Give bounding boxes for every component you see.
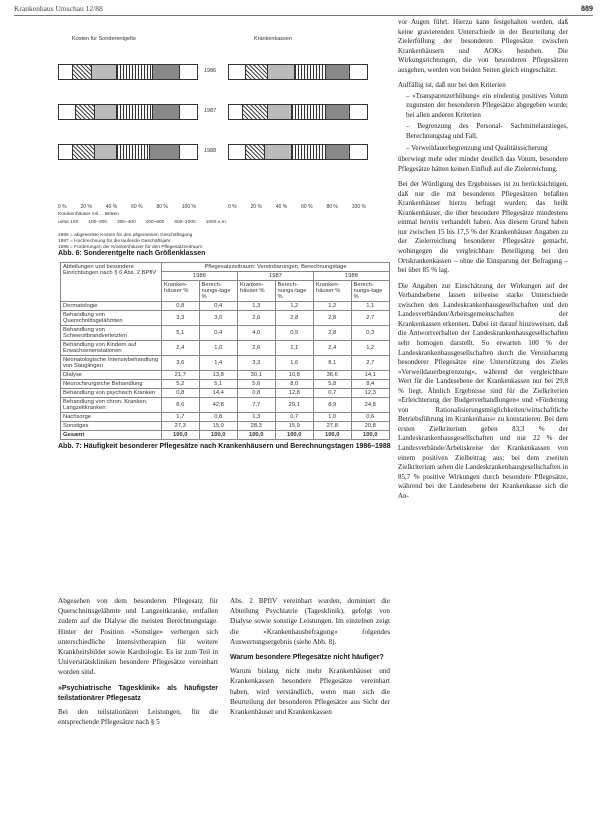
table-cell: 3,0 bbox=[199, 311, 237, 326]
table-cell: 13,8 bbox=[199, 371, 237, 380]
running-header: Krankenhaus Umschau 12/88 bbox=[14, 4, 103, 13]
table-body bbox=[61, 302, 390, 440]
table-cell: 100,0 bbox=[237, 431, 275, 440]
table-row bbox=[61, 341, 390, 356]
figure-note-1: 1986 = abgesenkte Kosten für den allgemeinen Geschäftsgang bbox=[58, 233, 193, 238]
table-row bbox=[61, 389, 390, 398]
table-cell: 100,0 bbox=[351, 431, 390, 440]
table-row bbox=[61, 356, 390, 371]
table-cell: 2,4 bbox=[313, 341, 351, 356]
table-cell: 12,3 bbox=[351, 389, 390, 398]
table-head-left: Abteilungen und besondere Einrichtungen nach § 6 Abs. 2 BPflV bbox=[61, 263, 162, 302]
legend-item: 100–300 bbox=[88, 220, 107, 225]
paragraph: überwiegt mehr oder minder deutlich das Votum, besondere Pflegesätze hätten keinen Einfluß auf die Zielerreichung. bbox=[398, 155, 568, 173]
legend-item: unter 100 bbox=[58, 220, 79, 225]
bar-right-1986 bbox=[228, 64, 368, 80]
paragraph: Warum bislang nicht mehr Krankenhäuser und Krankenkassen besondere Pflegesätze vereinbart haben, wird verständlich, wenn man sich die Beurteilung der besonderen Pflegesätze aus Sicht der Krankenhäuser und Krankenkassen bbox=[230, 667, 390, 717]
right-axis-ticks bbox=[228, 204, 366, 210]
table-cell: 8,4 bbox=[351, 380, 390, 389]
table-cell: 10,8 bbox=[275, 371, 313, 380]
table-row bbox=[61, 380, 390, 389]
table-cell: 24,8 bbox=[351, 398, 390, 413]
bar-right-1987 bbox=[228, 104, 368, 120]
table-cell: 1,0 bbox=[313, 413, 351, 422]
bar-right-1988 bbox=[228, 144, 368, 160]
table-cell: 29,1 bbox=[275, 398, 313, 413]
legend-item: 1000 u.m. bbox=[205, 220, 228, 225]
table-cell: 1,3 bbox=[237, 302, 275, 311]
figure-left-title: Kosten für Sonderentgelte bbox=[72, 36, 136, 42]
table-cell: 1,0 bbox=[199, 341, 237, 356]
table-cell: 1,6 bbox=[275, 356, 313, 371]
table-cell: 0,3 bbox=[351, 326, 390, 341]
table-sub-head: Berech-nungs-tage % bbox=[351, 281, 390, 302]
paragraph: Abgesehen von dem besonderen Pflegesatz für Querschnittsgelähmte und Langzeitkranke, entfallen zudem auf die Dialyse die meisten Berechnungstage. Hinter der Position »Sonstige« verbergen sich unterschiedliche Intensivtherapien für weitere Krankheitsbilder sowie Kardiologie. Es ist zum Teil in Universitätskliniken besondere Pflegesätze vereinbart worden sind. bbox=[58, 597, 218, 677]
row-label: Gesamt bbox=[61, 431, 162, 440]
table-sub-head: Berech-nungs-tage % bbox=[199, 281, 237, 302]
criteria-list bbox=[398, 92, 568, 153]
table-year: 1986 bbox=[162, 272, 238, 281]
paragraph: Die Angaben zur Einschätzung der Wirkungen auf der Verbandsebene lassen teilweise starke Unterschiede zwischen den Landeskrankenhausgesellschaften und den Landesverbänden/Arbeitsgemeinschaften der Krankenkassen erkennen. Dabei ist darauf hinzuweisen, daß die Antwortverhalten der Landeskrankenhausgesellschaften sehr homogen darstellt. So erwarten 100 % der Landeskrankenhausgesellschaften durch die Vereinbarung besonderer Pflegesätze eine Unterstützung des Zieles »Verweildauerbegrenzung«, während der vergleichbare Wert für die Landesebene der Krankenkassen nur bei 29,8 % liegt. Ähnlich Ergebnisse sind für die Zielkriterien »Erleichterung der Budgetverhandlungen« und »Förderung von Rationalisierungsmöglichkeiten/wirtschaftliche Betriebsführung im Krankenhaus« zu konstatieren. Bei dem ersten Zielkriterium geben 83,3 % der Landeskrankenhausgesellschaften und nur 22 % der Landesverbände/Arbeitskreise der Krankenkassen von einem positiven Zielbeitrag aus; bei dem zweiten Zielkriterium sehen die Landeskrankenhausgesellschaften in 85,7 % positive Wirkungen durch besondere Pflegesätze, während bei der Landesebene der Krankenkasse sich die An- bbox=[398, 281, 568, 500]
table-cell: 0,4 bbox=[199, 326, 237, 341]
table-cell: 15,9 bbox=[275, 422, 313, 431]
year-label-1987: 1987 bbox=[204, 108, 217, 114]
header-rule bbox=[14, 15, 593, 16]
table-cell: 0,6 bbox=[351, 413, 390, 422]
list-item-text: Begrenzung des Personal- Sachmittelanstieges, Berechnungstag und Fall, bbox=[406, 122, 568, 141]
table-row bbox=[61, 422, 390, 431]
table-cell: 1,1 bbox=[275, 341, 313, 356]
table-cell: 0,8 bbox=[162, 389, 200, 398]
table-cell: 2,8 bbox=[313, 311, 351, 326]
year-label-1988: 1988 bbox=[204, 148, 217, 154]
text-column-middle bbox=[230, 596, 390, 723]
table-cell: 30,1 bbox=[237, 371, 275, 380]
table-cell: 8,6 bbox=[162, 398, 200, 413]
legend-item: 600–1000 bbox=[174, 220, 196, 225]
subheading: Warum besondere Pflegesätze nicht häufiger? bbox=[230, 654, 384, 662]
table-cell: 2,6 bbox=[237, 341, 275, 356]
row-label: Dialyse bbox=[61, 371, 162, 380]
row-label: Nachsorge bbox=[61, 413, 162, 422]
table-cell: 3,3 bbox=[237, 356, 275, 371]
figure-note-2: 1987 = Hochrechnung für die laufende Geschäftsjahr bbox=[58, 239, 171, 244]
table-cell: 0,7 bbox=[313, 389, 351, 398]
table-cell: 5,8 bbox=[313, 380, 351, 389]
table-cell: 1,2 bbox=[275, 302, 313, 311]
row-label: Neonatologische Intensivbehandlung von Säuglingen bbox=[61, 356, 162, 371]
table-sub-head: Berech-nungs-tage % bbox=[275, 281, 313, 302]
table-year: 1987 bbox=[237, 272, 313, 281]
table-year: 1988 bbox=[313, 272, 389, 281]
paragraph: Auffällig ist, daß nur bei den Kriterien bbox=[398, 81, 506, 90]
figure-right-title: Krankenkassen bbox=[254, 36, 292, 42]
tick: 100 % bbox=[351, 204, 366, 210]
tick: 20 % bbox=[80, 204, 92, 210]
table-head-group: Pflegesatzzeitraum: Vereinbarungen, Berechnungstage bbox=[162, 263, 390, 272]
figure-6-caption: Abb. 6: Sonderentgelte nach Größenklassen bbox=[58, 250, 206, 257]
bar-left-1987 bbox=[58, 104, 198, 120]
table-cell: 100,0 bbox=[275, 431, 313, 440]
table-cell: 0,5 bbox=[275, 326, 313, 341]
table-cell: 5,1 bbox=[199, 380, 237, 389]
table-cell: 27,8 bbox=[313, 422, 351, 431]
table-cell: 1,1 bbox=[351, 302, 390, 311]
table-cell: 1,3 bbox=[237, 413, 275, 422]
tick: 80 % bbox=[156, 204, 168, 210]
page-number: 889 bbox=[581, 4, 593, 13]
table-cell: 5,6 bbox=[237, 380, 275, 389]
table-cell: 0,7 bbox=[275, 413, 313, 422]
axis-label: Krankenhäuser mit ... Betten bbox=[58, 212, 119, 217]
left-axis-ticks bbox=[58, 204, 196, 210]
table-cell: 20,8 bbox=[351, 422, 390, 431]
table-sub-head: Kranken-häuser % bbox=[162, 281, 200, 302]
table-cell: 4,0 bbox=[237, 326, 275, 341]
tick: 100 % bbox=[181, 204, 196, 210]
table-row bbox=[61, 371, 390, 380]
size-class-legend bbox=[58, 220, 227, 225]
tick: 0 % bbox=[228, 204, 237, 210]
paragraph: Bei der Würdigung des Ergebnisses ist zu berücksichtigen, daß nur die mit besonderen Pflegesätzen befaßten Krankenhäuser hierzu befragt wurden; das heißt Krankenhäuser, die über besondere Pflegesätze mindestens einmal bereits verhandelt haben. Aus diesem Grund haben nur zwischen 15 bis 17,5 % der Krankenhäuser Angaben zu der Zielerreichung besonderer Pflegesätze gemacht, wohingegen die vergleichbare Beteiligung bei den Ortskrankenkassen – ohne die Einsparung der Befragung – bei über 85 % lag. bbox=[398, 180, 568, 275]
table-cell: 1,2 bbox=[313, 302, 351, 311]
table-cell: 0,8 bbox=[162, 302, 200, 311]
table-7-caption: Abb. 7: Häufigkeit besonderer Pflegesätze nach Krankenhäusern und Berechnungstagen 1986–1988 bbox=[58, 443, 391, 450]
table-cell: 100,0 bbox=[162, 431, 200, 440]
table-cell: 5,2 bbox=[162, 380, 200, 389]
table-row bbox=[61, 326, 390, 341]
table-cell: 2,6 bbox=[237, 311, 275, 326]
list-item-text: »Transparenzerhöhung« ein eindeutig positives Votum zugunsten der besonderen Pflegesätze abgegeben wurde; bei allen anderen Kriterien bbox=[406, 91, 568, 119]
table-cell: 12,8 bbox=[275, 389, 313, 398]
row-label: Behandlung von Kindern auf Erwachsenenstationen bbox=[61, 341, 162, 356]
legend-item: 400–600 bbox=[145, 220, 165, 225]
table-cell: 2,7 bbox=[351, 311, 390, 326]
table-sub-head: Kranken-häuser % bbox=[313, 281, 351, 302]
tick: 80 % bbox=[326, 204, 338, 210]
row-label: Behandlung von psychisch Kranken bbox=[61, 389, 162, 398]
tick: 60 % bbox=[131, 204, 143, 210]
row-label: Behandlung von chron. Kranken, Langzeitkranken bbox=[61, 398, 162, 413]
table-cell: 3,3 bbox=[162, 311, 200, 326]
table-cell: 14,1 bbox=[351, 371, 390, 380]
legend-item: 300–400 bbox=[116, 220, 136, 225]
table-cell: 42,8 bbox=[199, 398, 237, 413]
text-column-left bbox=[58, 596, 218, 733]
row-label: Neurochirurgische Behandlung bbox=[61, 380, 162, 389]
table-cell: 3,6 bbox=[162, 356, 200, 371]
figure-6 bbox=[58, 36, 390, 232]
year-label-1986: 1986 bbox=[204, 68, 217, 74]
table-sub-head: Kranken-häuser % bbox=[237, 281, 275, 302]
table-cell: 8,1 bbox=[313, 356, 351, 371]
tick: 60 % bbox=[301, 204, 313, 210]
table-cell: 5,1 bbox=[162, 326, 200, 341]
table-cell: 1,7 bbox=[162, 413, 200, 422]
bar-left-1988 bbox=[58, 144, 198, 160]
table-cell: 0,4 bbox=[199, 302, 237, 311]
table-cell: 100,0 bbox=[313, 431, 351, 440]
table-row bbox=[61, 431, 390, 440]
bar-left-1986 bbox=[58, 64, 198, 80]
figure-note-3: 1988 = Forderungen der Krankenhäuser für den Pflegesatzzeitraum bbox=[58, 245, 203, 250]
table-cell: 2,7 bbox=[351, 356, 390, 371]
table-cell: 1,2 bbox=[351, 341, 390, 356]
tick: 0 % bbox=[58, 204, 67, 210]
paragraph: Abs. 2 BPflV vereinbart wurden, dominiert die Abteilung Psychiatrie (Tagesklinik), gefolgt von Dialyse sowie sonstige Leistungen. Im einzelnen zeigt die »Krankenhausbefragung« folgendes Auswertungsergebnis (siehe Abb. 8). bbox=[230, 597, 390, 646]
table-cell: 2,8 bbox=[313, 326, 351, 341]
table-cell: 7,7 bbox=[237, 398, 275, 413]
table-cell: 21,7 bbox=[162, 371, 200, 380]
table-cell: 14,4 bbox=[199, 389, 237, 398]
row-label: Behandlung von Schwerstbrandverletzten bbox=[61, 326, 162, 341]
table-cell: 0,8 bbox=[237, 389, 275, 398]
table-cell: 2,4 bbox=[162, 341, 200, 356]
row-label: Behandlung von Querschnittsgelähmten bbox=[61, 311, 162, 326]
paragraph: Bei den teilstationären Leistungen, für die entsprechende Pflegesätze nach § 5 bbox=[58, 708, 218, 727]
list-item: – Begrenzung des Personal- Sachmittelanstieges, Berechnungstag und Fall, bbox=[406, 122, 568, 141]
table-cell: 8,9 bbox=[313, 398, 351, 413]
paragraph: vor Augen führt. Hierzu kann festgehalten werden, daß keine gravierenden Unterschiede in der Beurteilung der Zielerfüllung der besonderen Pflegesätze zwischen Krankenhäusern und AOKs bestehen. Die Wirkungsrichtungen, die von besonderen Pflegesätzen ausgehen, werden von beiden Seiten gleich eingeschätzt. bbox=[398, 18, 568, 74]
tick: 20 % bbox=[250, 204, 262, 210]
table-row bbox=[61, 302, 390, 311]
tick: 40 % bbox=[105, 204, 118, 210]
table-cell: 1,4 bbox=[199, 356, 237, 371]
table-cell: 28,3 bbox=[237, 422, 275, 431]
tick: 40 % bbox=[275, 204, 288, 210]
table-cell: 15,0 bbox=[199, 422, 237, 431]
text-column-right bbox=[398, 18, 568, 507]
table-cell: 27,3 bbox=[162, 422, 200, 431]
row-label: Dermatologie bbox=[61, 302, 162, 311]
subheading: »Psychiatrische Tagesklinik« als häufigster teilstationärer Pflegesatz bbox=[58, 684, 218, 702]
table-row bbox=[61, 311, 390, 326]
row-label: Sonstiges bbox=[61, 422, 162, 431]
table-cell: 36,6 bbox=[313, 371, 351, 380]
list-item: – »Transparenzerhöhung« ein eindeutig positives Votum zugunsten der besonderen Pflegesätze abgegeben wurde; bei allen anderen Kriterien bbox=[406, 91, 568, 119]
list-item-text: Verweildauerbegrenzung und Qualitätssicherung bbox=[411, 143, 548, 152]
table-row bbox=[61, 398, 390, 413]
table-row bbox=[61, 413, 390, 422]
table-cell: 8,0 bbox=[275, 380, 313, 389]
table-cell: 0,8 bbox=[199, 413, 237, 422]
table-7 bbox=[60, 262, 390, 440]
table-cell: 2,8 bbox=[275, 311, 313, 326]
list-item: – Verweildauerbegrenzung und Qualitätssicherung bbox=[406, 143, 548, 152]
table-cell: 100,0 bbox=[199, 431, 237, 440]
